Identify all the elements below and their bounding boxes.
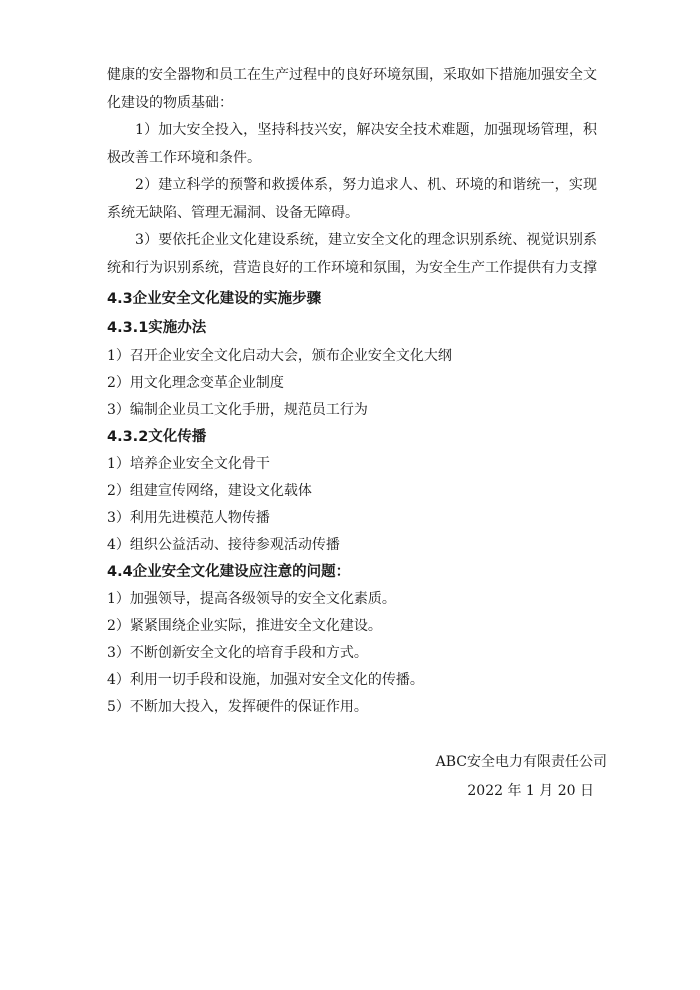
list-item: 3）不断创新安全文化的培育手段和方式。 [107, 645, 368, 661]
list-item: 2）组建宣传网络，建设文化载体 [107, 483, 312, 499]
section-4-3-2-heading: 4.3.2文化传播 [107, 429, 207, 445]
measure-2: 2）建立科学的预警和救援体系，努力追求人、机、环境的和谐统一，实现系统无缺陷、管理无漏洞、设备无障碍。 [107, 177, 597, 221]
list-item: 3）编制企业员工文化手册，规范员工行为 [107, 402, 368, 418]
list-item: 2）用文化理念变革企业制度 [107, 375, 284, 391]
list-item: 3）利用先进模范人物传播 [107, 510, 270, 526]
list-item: 4）利用一切手段和设施，加强对安全文化的传播。 [107, 672, 424, 688]
list-item: 1）加强领导，提高各级领导的安全文化素质。 [107, 591, 396, 607]
section-4-3-heading: 4.3企业安全文化建设的实施步骤 [107, 291, 322, 307]
signature-company: ABC安全电力有限责任公司 [435, 754, 607, 770]
signature-date: 2022 年 1 月 20 日 [467, 783, 594, 799]
section-4-4-heading: 4.4企业安全文化建设应注意的问题： [107, 564, 351, 580]
section-4-3-1-heading: 4.3.1实施办法 [107, 320, 207, 336]
measure-1: 1）加大安全投入，坚持科技兴安，解决安全技术难题，加强现场管理，积极改善工作环境和条件。 [107, 122, 597, 166]
list-item: 5）不断加大投入，发挥硬件的保证作用。 [107, 699, 368, 715]
list-item: 1）培养企业安全文化骨干 [107, 456, 270, 472]
intro-paragraph: 健康的安全器物和员工在生产过程中的良好环境氛围，采取如下措施加强安全文化建设的物质基础： [107, 67, 597, 111]
measure-3: 3）要依托企业文化建设系统，建立安全文化的理念识别系统、视觉识别系统和行为识别系统，营造良好的工作环境和氛围，为安全生产工作提供有力支撑 [107, 232, 597, 276]
list-item: 1）召开企业安全文化启动大会，颁布企业安全文化大纲 [107, 348, 452, 364]
list-item: 4）组织公益活动、接待参观活动传播 [107, 537, 340, 553]
list-item: 2）紧紧围绕企业实际，推进安全文化建设。 [107, 618, 382, 634]
